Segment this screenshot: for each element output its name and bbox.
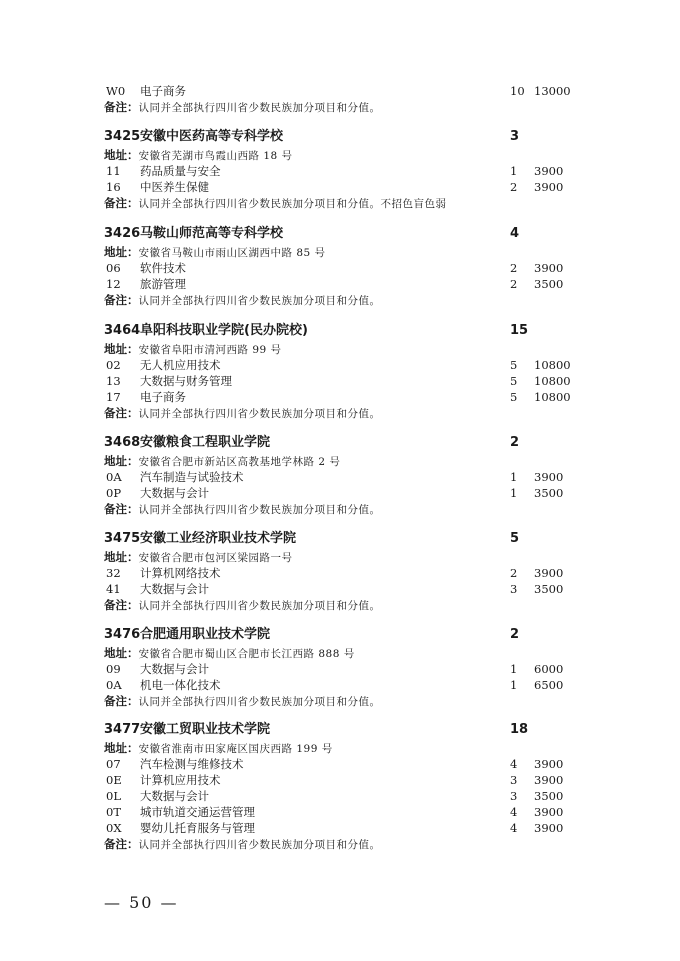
major-plan: 3 — [510, 773, 518, 787]
note-text: 认同并全部执行四川省少数民族加分项目和分值。 — [138, 504, 381, 516]
major-row — [0, 83, 680, 99]
major-row — [0, 179, 680, 195]
school-name: 安徽工业经济职业技术学院 — [140, 531, 297, 546]
major-row — [0, 756, 680, 772]
major-row — [0, 389, 680, 405]
major-name: 大数据与会计 — [140, 582, 209, 596]
address-text: 安徽省芜湖市鸟霞山西路 18 号 — [138, 150, 293, 162]
major-plan: 3 — [510, 789, 518, 803]
major-row — [0, 260, 680, 276]
address-text: 安徽省合肥市蜀山区合肥市长江西路 888 号 — [138, 648, 355, 660]
major-code: 17 — [106, 390, 121, 404]
major-code: 13 — [106, 374, 121, 388]
major-row — [0, 820, 680, 836]
school-name: 安徽中医药高等专科学校 — [140, 129, 284, 144]
major-code: 16 — [106, 180, 121, 194]
note-text: 认同并全部执行四川省少数民族加分项目和分值。 — [138, 600, 381, 612]
major-plan: 2 — [510, 277, 518, 291]
address-label: 地址： — [104, 550, 139, 564]
major-name: 汽车检测与维修技术 — [140, 757, 244, 771]
address-label: 地址： — [104, 454, 139, 468]
note-line — [0, 836, 680, 852]
note-label: 备注： — [104, 196, 139, 210]
address-label: 地址： — [104, 245, 139, 259]
major-row — [0, 163, 680, 179]
major-row — [0, 485, 680, 501]
major-fee: 10800 — [534, 390, 571, 404]
major-name: 计算机网络技术 — [140, 566, 221, 580]
major-row — [0, 772, 680, 788]
school-plan-total: 15 — [510, 323, 529, 338]
major-plan: 1 — [510, 662, 518, 676]
major-plan: 4 — [510, 805, 518, 819]
major-code: W0 — [106, 84, 126, 98]
major-code: 0T — [106, 805, 121, 819]
note-line — [0, 501, 680, 517]
major-fee: 3900 — [534, 566, 564, 580]
school-name: 马鞍山师范高等专科学校 — [140, 226, 284, 241]
major-row — [0, 276, 680, 292]
school-code: 3475 — [104, 531, 141, 546]
major-plan: 1 — [510, 164, 518, 178]
major-row — [0, 565, 680, 581]
major-code: 06 — [106, 261, 121, 275]
major-fee: 3500 — [534, 486, 564, 500]
major-plan: 2 — [510, 566, 518, 580]
school-code: 3425 — [104, 129, 141, 144]
school-plan-total: 5 — [510, 531, 520, 546]
note-text: 认同并全部执行四川省少数民族加分项目和分值。 — [138, 295, 381, 307]
major-name: 机电一体化技术 — [140, 678, 221, 692]
note-line — [0, 597, 680, 613]
major-code: 12 — [106, 277, 121, 291]
school-title — [0, 434, 680, 452]
major-fee: 3900 — [534, 164, 564, 178]
address-label: 地址： — [104, 646, 139, 660]
major-fee: 3500 — [534, 277, 564, 291]
major-plan: 5 — [510, 374, 518, 388]
school-title — [0, 225, 680, 243]
address-text: 安徽省马鞍山市雨山区湖西中路 85 号 — [138, 247, 326, 259]
note-text: 认同并全部执行四川省少数民族加分项目和分值。不招色盲色弱 — [138, 198, 447, 210]
major-code: 11 — [106, 164, 121, 178]
major-fee: 3900 — [534, 180, 564, 194]
major-name: 电子商务 — [140, 84, 186, 98]
major-fee: 3900 — [534, 773, 564, 787]
note-label: 备注： — [104, 502, 139, 516]
major-plan: 4 — [510, 757, 518, 771]
major-row — [0, 804, 680, 820]
major-name: 城市轨道交通运营管理 — [140, 805, 255, 819]
major-plan: 4 — [510, 821, 518, 835]
major-name: 旅游管理 — [140, 277, 186, 291]
major-name: 中医养生保健 — [140, 180, 209, 194]
major-row — [0, 661, 680, 677]
note-line — [0, 405, 680, 421]
major-plan: 1 — [510, 678, 518, 692]
major-fee: 6000 — [534, 662, 564, 676]
note-line — [0, 292, 680, 308]
note-label: 备注： — [104, 598, 139, 612]
major-code: 0X — [106, 821, 122, 835]
address-line — [0, 147, 680, 163]
note-text: 认同并全部执行四川省少数民族加分项目和分值。 — [138, 102, 381, 114]
major-code: 41 — [106, 582, 121, 596]
major-fee: 13000 — [534, 84, 571, 98]
note-label: 备注： — [104, 293, 139, 307]
major-name: 大数据与会计 — [140, 789, 209, 803]
school-plan-total: 2 — [510, 435, 520, 450]
major-fee: 3900 — [534, 470, 564, 484]
major-name: 婴幼儿托育服务与管理 — [140, 821, 255, 835]
school-code: 3426 — [104, 226, 141, 241]
page-number: — 50 — — [104, 893, 179, 912]
major-plan: 1 — [510, 470, 518, 484]
address-line — [0, 244, 680, 260]
major-fee: 3500 — [534, 789, 564, 803]
major-code: 0P — [106, 486, 122, 500]
address-text: 安徽省合肥市新站区高教基地学林路 2 号 — [138, 456, 341, 468]
major-row — [0, 357, 680, 373]
school-plan-total: 2 — [510, 627, 520, 642]
note-label: 备注： — [104, 694, 139, 708]
major-fee: 3900 — [534, 261, 564, 275]
school-title — [0, 530, 680, 548]
address-label: 地址： — [104, 342, 139, 356]
major-fee: 3900 — [534, 805, 564, 819]
school-code: 3477 — [104, 722, 141, 737]
major-plan: 2 — [510, 180, 518, 194]
major-code: 07 — [106, 757, 121, 771]
address-line — [0, 645, 680, 661]
school-name: 合肥通用职业技术学院 — [140, 627, 271, 642]
school-title — [0, 626, 680, 644]
major-name: 无人机应用技术 — [140, 358, 221, 372]
address-line — [0, 341, 680, 357]
major-row — [0, 581, 680, 597]
major-plan: 2 — [510, 261, 518, 275]
major-name: 药品质量与安全 — [140, 164, 221, 178]
major-name: 大数据与会计 — [140, 662, 209, 676]
address-text: 安徽省淮南市田家庵区国庆西路 199 号 — [138, 743, 333, 755]
major-code: 0A — [106, 470, 122, 484]
note-line — [0, 195, 680, 211]
major-fee: 10800 — [534, 374, 571, 388]
address-label: 地址： — [104, 148, 139, 162]
school-name: 安徽粮食工程职业学院 — [140, 435, 271, 450]
note-text: 认同并全部执行四川省少数民族加分项目和分值。 — [138, 696, 381, 708]
major-row — [0, 469, 680, 485]
address-text: 安徽省合肥市包河区梁园路一号 — [138, 552, 293, 564]
major-plan: 10 — [510, 84, 525, 98]
major-name: 汽车制造与试验技术 — [140, 470, 244, 484]
major-code: 02 — [106, 358, 121, 372]
major-fee: 3500 — [534, 582, 564, 596]
school-code: 3468 — [104, 435, 141, 450]
address-line — [0, 453, 680, 469]
address-label: 地址： — [104, 741, 139, 755]
note-line — [0, 99, 680, 115]
note-line — [0, 693, 680, 709]
major-fee: 6500 — [534, 678, 564, 692]
major-row — [0, 677, 680, 693]
school-name: 阜阳科技职业学院(民办院校) — [140, 323, 308, 338]
note-label: 备注： — [104, 837, 139, 851]
school-plan-total: 18 — [510, 722, 529, 737]
school-title — [0, 322, 680, 340]
major-code: 0A — [106, 678, 122, 692]
school-plan-total: 4 — [510, 226, 520, 241]
school-code: 3476 — [104, 627, 141, 642]
major-plan: 3 — [510, 582, 518, 596]
major-plan: 1 — [510, 486, 518, 500]
address-line — [0, 549, 680, 565]
major-row — [0, 788, 680, 804]
major-code: 32 — [106, 566, 121, 580]
major-name: 大数据与会计 — [140, 486, 209, 500]
note-label: 备注： — [104, 406, 139, 420]
school-plan-total: 3 — [510, 129, 520, 144]
major-row — [0, 373, 680, 389]
note-text: 认同并全部执行四川省少数民族加分项目和分值。 — [138, 408, 381, 420]
school-title — [0, 721, 680, 739]
major-fee: 10800 — [534, 358, 571, 372]
major-code: 09 — [106, 662, 121, 676]
major-name: 软件技术 — [140, 261, 186, 275]
school-title — [0, 128, 680, 146]
major-code: 0E — [106, 773, 122, 787]
major-fee: 3900 — [534, 757, 564, 771]
major-code: 0L — [106, 789, 121, 803]
note-text: 认同并全部执行四川省少数民族加分项目和分值。 — [138, 839, 381, 851]
note-label: 备注： — [104, 100, 139, 114]
major-name: 计算机应用技术 — [140, 773, 221, 787]
major-plan: 5 — [510, 358, 518, 372]
address-text: 安徽省阜阳市清河西路 99 号 — [138, 344, 282, 356]
major-fee: 3900 — [534, 821, 564, 835]
address-line — [0, 740, 680, 756]
school-code: 3464 — [104, 323, 141, 338]
major-name: 大数据与财务管理 — [140, 374, 232, 388]
major-name: 电子商务 — [140, 390, 186, 404]
school-name: 安徽工贸职业技术学院 — [140, 722, 271, 737]
major-plan: 5 — [510, 390, 518, 404]
